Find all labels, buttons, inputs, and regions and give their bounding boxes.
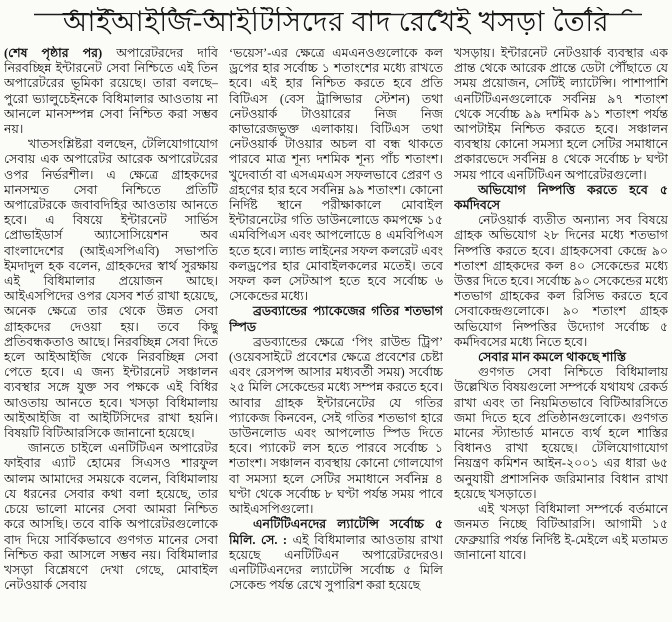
article-paragraph: ব্রডব্যান্ডের ক্ষেত্রে ‘পিং রাউন্ড ট্রিপ’ (ওয়েবসাইটে প্রবেশের ক্ষেত্রে প্রবেশের চেষ্টা এবং রেসপন্স আসার মধ্যবর্তী সময়) সর্বোচ্চ ২৫ মিলি সেকেন্ডের মধ্যে সম্পন্ন করতে হবে। আবার গ্রাহক ইন্টারনেটের যে গতির প্যাকেজ কিনবেন, সেই গতির শতভাগ হারে ডাউনলোড এবং আপলোড স্পিড দিতে হবে। প্যাকেট লস হতে পারবে সর্বোচ্চ ১ শতাংশ। সঞ্চালন ব্যবস্থায় কোনো গোলযোগ বা সমস্যা হলে সেটির সমাধানে সর্বনিম্ন ৪ ঘণ্টা থেকে সর্বোচ্চ ৮ ঘণ্টা পর্যন্ত সময় পাবে আইএসপিগুলো। — [229, 334, 443, 517]
column-1 — [4, 46, 218, 612]
column-2 — [229, 46, 443, 612]
cropped-text-fragments — [0, 7, 672, 16]
column-3 — [454, 46, 668, 612]
section-subheading: সেবার মান কমলে থাকছে শাস্তি — [478, 350, 626, 365]
article-paragraph: খাতসংশ্লিষ্টরা বলছেন, টেলিযোগাযোগ সেবায় এক অপারেটর আরেক অপারেটরের ওপর নির্ভরশীল। এ ক্ষেত্রে গ্রাহকদের মানসম্মত সেবা নিশ্চিতে প্রতিটি অপারেটরকে জবাবদিহির আওতায় আনতে হবে। এ বিষয়ে ইন্টারনেট সার্ভিস প্রোভাইডার্স অ্যাসোসিয়েশন অব বাংলাদেশের (আইএসপিএবি) সভাপতি ইমদাদুল হক বলেন, গ্রাহকদের স্বার্থ সুরক্ষায় এই বিধিমালার প্রয়োজন আছে। আইএসপিদের ওপর যেসব শর্ত রাখা হয়েছে, অনেক ক্ষেত্রে তার থেকে উন্নত সেবা গ্রাহকদের দেওয়া হয়। তবে কিছু প্রতিবন্ধকতাও আছে। নিরবচ্ছিন্ন সেবা দিতে হলে আইআইজি থেকে নিরবচ্ছিন্ন সেবা পেতে হবে। এ জন্য ইন্টারনেট সঞ্চালন ব্যবস্থার সঙ্গে যুক্ত সব পক্ষকে এই বিধির আওতায় আনতে হবে। খসড়া বিধিমালায় আইআইজি বা আইটিসিদের রাখা হয়নি। বিষয়টি বিটিআরসিকে জানানো হয়েছে। — [4, 137, 218, 441]
article-paragraph: এই খসড়া বিধিমালা সম্পর্কে বর্তমানে জনমত নিচ্ছে বিটিআরসি। আগামী ১৫ ফেব্রুয়ারি পর্যন্ত নির্দিষ্ট ই-মেইলে এই মতামত জানানো যাবে। — [454, 502, 668, 562]
article-paragraph: নেটওয়ার্ক ব্যতীত অন্যান্য সব বিষয়ে গ্রাহক অভিযোগ ২৮ দিনের মধ্যে শতভাগ নিষ্পত্তি করতে হবে। গ্রাহকসেবা কেন্দ্রে ৯০ শতাংশ গ্রাহকদের কল ৪০ সেকেন্ডের মধ্যে উত্তর দিতে হবে। সর্বোচ্চ ৯০ সেকেন্ডের মধ্যে শতভাগ গ্রাহকের কল রিসিভ করতে হবে সেবাকেন্দ্রগুলোকে। ৯০ শতাংশ গ্রাহক অভিযোগ নিষ্পত্তির উদ্যোগ সর্বোচ্চ ৫ কর্মদিবসের মধ্যে নিতে হবে। — [454, 213, 668, 349]
paragraph-bold-lead: এনটিটিএনদের ল্যাটেন্সি সর্বোচ্চ ৫ মিলি. সে. : — [229, 517, 443, 547]
article-paragraph — [4, 46, 218, 137]
section-subheading: ব্রডব্যান্ডের প্যাকেজের গতির শতভাগ স্পিড — [229, 304, 443, 334]
paragraph-bold-lead: (শেষ পৃষ্ঠার পর) — [4, 46, 103, 60]
article-body — [0, 44, 672, 612]
article-paragraph: খসড়ায়। ইন্টারনেট নেটওয়ার্ক ব্যবস্থার এক প্রান্ত থেকে আরেক প্রান্তে ডেটা পৌঁছাতে যে সময় প্রয়োজন, সেটিই ল্যাটেন্সি। পাশাপাশি এনটিটিএনগুলোকে সর্বনিম্ন ৯৭ শতাংশ থেকে সর্বোচ্চ ৯৯ দশমিক ৯১ শতাংশ পর্যন্ত আপটাইম নিশ্চিত করতে হবে। সঞ্চালন ব্যবস্থায় কোনো সমস্যা হলে সেটির সমাধানে প্রকারভেদে সর্বনিম্ন ৪ থেকে সর্বোচ্চ ৮ ঘণ্টা সময় পাবে এনটিটিএন অপারেটরগুলো। — [454, 46, 668, 182]
article-paragraph: ‘ভয়েস’-এর ক্ষেত্রে এমএনওগুলোকে কল ড্রপের হার সর্বোচ্চ ১ শতাংশের মধ্যে রাখতে হবে। এই হার নিশ্চিত করতে হবে প্রতি বিটিএস (বেস ট্রান্সিভার স্টেশন) তথা নেটওয়ার্ক টাওয়ারের নিজ নিজ কাভারেজভুক্ত এলাকায়। বিটিএস তথা নেটওয়ার্ক টাওয়ার অচল বা বন্ধ থাকতে পারবে মাত্র শূন্য দশমিক শূন্য পাঁচ শতাংশ। খুদেবার্তা বা এসএমএস সফলভাবে প্রেরণ ও গ্রহণের হার হবে সর্বনিম্ন ৯৯ শতাংশ। কোনো নির্দিষ্ট স্থানে পরীক্ষাকালে মোবাইল ইন্টারনেটের গতি ডাউনলোডে কমপক্ষে ১৫ এমবিপিএস এবং আপলোডে ৪ এমবিপিএস হতে হবে। ল্যান্ড লাইনের সফল কলরেট এবং কলড্রপের হার মোবাইলকলের মতেই। তবে সফল কল সেটআপ হতে হবে সর্বোচ্চ ৬ সেকেন্ডের মধ্যে। — [229, 46, 443, 304]
article-headline: আইআইজি-আইটিসিদের বাদ রেখেই খসড়া তৈরি — [62, 7, 610, 38]
article-paragraph — [229, 517, 443, 593]
section-subheading: অভিযোগ নিষ্পত্তি করতে হবে ৫ কর্মদিবসে — [454, 182, 668, 213]
article-paragraph: জানতে চাইলে এনটিটিএন অপারেটর ফাইবার এ্যাট হোমের সিএসও শারফুল আলম আমাদের সময়কে বলেন, বিধিমালায় যে ধরনের সেবার কথা বলা হয়েছে, তার চেয়ে ভালো মানের সেবা আমরা নিশ্চিত করে আসছি। তবে বাকি অপারেটরগুলোকে বাদ দিয়ে সার্বিকভাবে গুণগত মানের সেবা নিশ্চিত করা আসলে সম্ভব নয়। বিধিমালার খসড়া বিশ্লেষণে দেখা গেছে, মোবাইল নেটওয়ার্ক সেবায় — [4, 441, 218, 593]
article-paragraph: গুণগত সেবা নিশ্চিতে বিধিমালায় উল্লেখিত বিষয়গুলো সম্পর্কে যথাযথ রেকর্ড রাখা এবং তা নিয়মিতভাবে বিটিআরসিতে জমা দিতে হবে প্রতিষ্ঠানগুলোকে। গুণগত মানের স্ট্যান্ডার্ড মানতে ব্যর্থ হলে শাস্তির বিধানও রাখা হয়েছে। টেলিযোগাযোগ নিয়ন্ত্রণ কমিশন আইন-২০০১ এর ধারা ৬৫ অনুযায়ী প্রশাসনিক জরিমানার বিধান রাখা হয়েছে খসড়াতে। — [454, 365, 668, 501]
paragraph-text: অপারেটরদের দাবি নিরবচ্ছিন্ন ইন্টারনেট সেবা নিশ্চিতে এই তিন অপারেটরের ভূমিকা রয়েছে। তারা বলছে– পুরো ভ্যালুচেইনকে বিধিমালার আওতায় না আনলে মানসম্পন্ন সেবা নিশ্চিত করা সম্ভব নয়। — [4, 46, 218, 137]
paragraph-text: এই বিধিমালার আওতায় রাখা হয়েছে এনটিটিএন অপারেটরদেরও। এনটিটিএনদের ল্যাটেন্সি সর্বোচ্চ ৫ মিলি সেকেন্ড পর্যন্ত রেখে সুপারিশ করা হয়েছে — [229, 532, 443, 593]
